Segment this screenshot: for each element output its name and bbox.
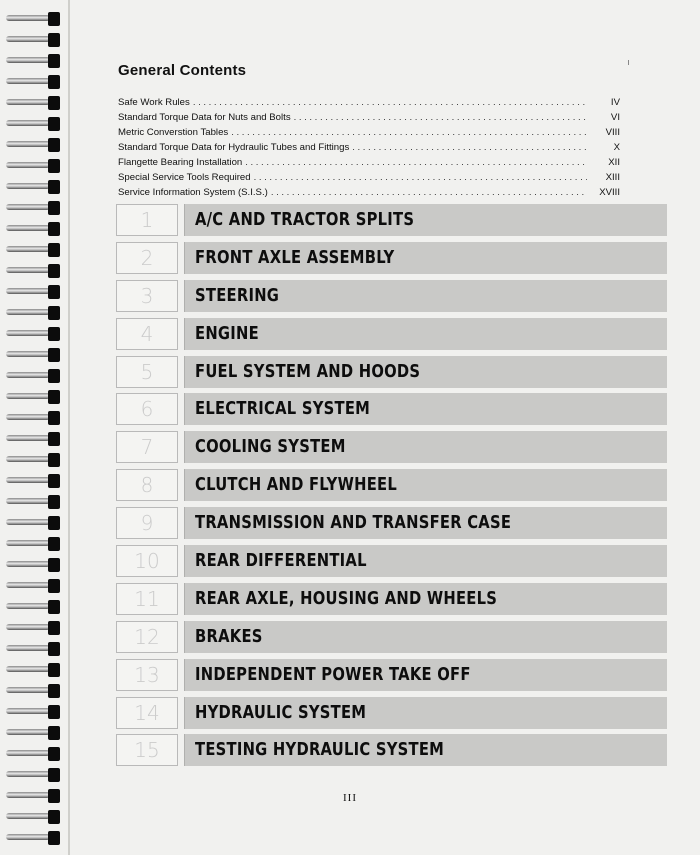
punch-hole (48, 579, 60, 593)
toc-label: Service Information System (S.I.S.) (118, 187, 268, 198)
binding-ring (6, 306, 70, 320)
section-bar (184, 393, 667, 425)
section-bar (184, 507, 667, 539)
section-number: 8 (116, 469, 178, 501)
binding-ring (6, 642, 70, 656)
binding-ring (6, 516, 70, 530)
toc-page: XII (608, 157, 620, 168)
toc-page: VI (610, 112, 620, 123)
binding-wire (6, 750, 50, 756)
toc-leader-dots (193, 95, 587, 110)
punch-hole (48, 348, 60, 362)
binding-ring (6, 684, 70, 698)
section-number: 13 (116, 659, 178, 691)
punch-hole (48, 222, 60, 236)
section-number: 10 (116, 545, 178, 577)
punch-hole (48, 642, 60, 656)
section-tab[interactable] (116, 659, 666, 691)
section-bar (184, 621, 667, 653)
punch-hole (48, 159, 60, 173)
binding-ring (6, 579, 70, 593)
binding-wire (6, 309, 50, 315)
punch-hole (48, 474, 60, 488)
punch-hole (48, 726, 60, 740)
punch-hole (48, 327, 60, 341)
section-bar (184, 583, 667, 615)
binding-wire (6, 624, 50, 630)
binding-ring (6, 600, 70, 614)
binding-ring (6, 285, 70, 299)
toc-page: X (613, 142, 620, 153)
binding-ring (6, 222, 70, 236)
section-bar (184, 469, 667, 501)
binding-ring (6, 747, 70, 761)
binding-wire (6, 414, 50, 420)
section-label: REAR AXLE, HOUSING AND WHEELS (195, 587, 498, 609)
section-label: TESTING HYDRAULIC SYSTEM (195, 739, 445, 761)
margin-mark (628, 60, 629, 65)
toc-label: Safe Work Rules (118, 97, 190, 108)
punch-hole (48, 621, 60, 635)
binding-wire (6, 57, 50, 63)
section-number: 9 (116, 507, 178, 539)
binding-ring (6, 159, 70, 173)
section-number: 12 (116, 621, 178, 653)
section-number: 5 (116, 356, 178, 388)
binding-ring (6, 54, 70, 68)
section-number: 1 (116, 204, 178, 236)
binding-ring (6, 369, 70, 383)
binding-ring (6, 831, 70, 845)
binding-ring (6, 537, 70, 551)
section-number: 6 (116, 393, 178, 425)
binding-wire (6, 708, 50, 714)
punch-hole (48, 600, 60, 614)
section-bar (184, 204, 667, 236)
binding-wire (6, 141, 50, 147)
toc-row[interactable] (118, 155, 620, 170)
section-tab[interactable] (116, 621, 666, 653)
section-tab[interactable] (116, 697, 666, 729)
punch-hole (48, 537, 60, 551)
binding-wire (6, 120, 50, 126)
punch-hole (48, 453, 60, 467)
binding-wire (6, 288, 50, 294)
binding-wire (6, 561, 50, 567)
toc-label: Metric Converstion Tables (118, 127, 229, 138)
binding-wire (6, 519, 50, 525)
binding-wire (6, 813, 50, 819)
toc-label: Standard Torque Data for Nuts and Bolts (118, 112, 291, 123)
section-number: 11 (116, 583, 178, 615)
section-tab[interactable] (116, 280, 666, 312)
punch-hole (48, 810, 60, 824)
section-label: INDEPENDENT POWER TAKE OFF (195, 663, 471, 685)
section-label: BRAKES (195, 625, 263, 647)
binding-wire (6, 267, 50, 273)
punch-hole (48, 768, 60, 782)
section-bar (184, 242, 667, 274)
binding-wire (6, 36, 50, 42)
section-tab[interactable] (116, 318, 666, 350)
section-label: FUEL SYSTEM AND HOODS (195, 360, 421, 382)
binding-wire (6, 435, 50, 441)
section-tab[interactable] (116, 734, 666, 766)
punch-hole (48, 432, 60, 446)
binding-ring (6, 705, 70, 719)
punch-hole (48, 138, 60, 152)
toc-page: VIII (605, 127, 620, 138)
binding-wire (6, 372, 50, 378)
toc-leader-dots (254, 170, 587, 185)
section-tab[interactable] (116, 242, 666, 274)
binding-ring (6, 768, 70, 782)
punch-hole (48, 306, 60, 320)
toc-page: IV (610, 97, 620, 108)
binding-wire (6, 498, 50, 504)
binding-ring (6, 663, 70, 677)
toc-page: XVIII (599, 187, 620, 198)
binding-ring (6, 726, 70, 740)
punch-hole (48, 264, 60, 278)
section-tab[interactable] (116, 204, 666, 236)
binding-wire (6, 540, 50, 546)
binding-ring (6, 75, 70, 89)
section-label: STEERING (195, 284, 280, 306)
punch-hole (48, 201, 60, 215)
page-edge (68, 0, 70, 855)
section-tab[interactable] (116, 356, 666, 388)
toc-leader-dots (271, 185, 587, 200)
binding-wire (6, 78, 50, 84)
section-tab[interactable] (116, 469, 666, 501)
punch-hole (48, 75, 60, 89)
section-label: FRONT AXLE ASSEMBLY (195, 246, 395, 268)
section-bar (184, 318, 667, 350)
punch-hole (48, 54, 60, 68)
section-number: 3 (116, 280, 178, 312)
binding-ring (6, 474, 70, 488)
binding-ring (6, 243, 70, 257)
section-number: 14 (116, 697, 178, 729)
binding-wire (6, 603, 50, 609)
section-label: REAR DIFFERENTIAL (195, 550, 367, 572)
punch-hole (48, 117, 60, 131)
binding-ring (6, 411, 70, 425)
punch-hole (48, 705, 60, 719)
section-tab[interactable] (116, 393, 666, 425)
binding-wire (6, 666, 50, 672)
punch-hole (48, 747, 60, 761)
binding-ring (6, 495, 70, 509)
section-bar (184, 734, 667, 766)
section-label: A/C AND TRACTOR SPLITS (195, 209, 415, 230)
general-contents-list (118, 95, 620, 200)
binding-wire (6, 183, 50, 189)
binding-wire (6, 645, 50, 651)
binding-ring (6, 96, 70, 110)
toc-leader-dots (245, 155, 587, 170)
binding-ring (6, 201, 70, 215)
spiral-binding (0, 0, 72, 855)
binding-wire (6, 204, 50, 210)
punch-hole (48, 495, 60, 509)
section-bar (184, 356, 667, 388)
binding-wire (6, 456, 50, 462)
binding-wire (6, 477, 50, 483)
section-number: 15 (116, 734, 178, 766)
toc-row[interactable] (118, 170, 620, 185)
section-bar (184, 280, 667, 312)
toc-row[interactable] (118, 110, 620, 125)
section-tab[interactable] (116, 545, 666, 577)
binding-ring (6, 453, 70, 467)
toc-row[interactable] (118, 125, 620, 140)
section-tab[interactable] (116, 431, 666, 463)
binding-wire (6, 687, 50, 693)
binding-ring (6, 621, 70, 635)
binding-wire (6, 834, 50, 840)
binding-ring (6, 558, 70, 572)
binding-ring (6, 33, 70, 47)
section-bar (184, 659, 667, 691)
toc-label: Special Service Tools Required (118, 172, 251, 183)
binding-wire (6, 162, 50, 168)
binding-wire (6, 393, 50, 399)
punch-hole (48, 243, 60, 257)
section-tab[interactable] (116, 507, 666, 539)
binding-ring (6, 348, 70, 362)
binding-ring (6, 327, 70, 341)
section-number: 2 (116, 242, 178, 274)
punch-hole (48, 390, 60, 404)
binding-ring (6, 432, 70, 446)
punch-hole (48, 684, 60, 698)
punch-hole (48, 411, 60, 425)
punch-hole (48, 831, 60, 845)
section-number: 4 (116, 318, 178, 350)
punch-hole (48, 516, 60, 530)
punch-hole (48, 369, 60, 383)
punch-hole (48, 558, 60, 572)
binding-ring (6, 12, 70, 26)
toc-leader-dots (294, 110, 587, 125)
toc-label: Standard Torque Data for Hydraulic Tubes and Fittings (118, 142, 350, 153)
binding-ring (6, 390, 70, 404)
page-title: General Contents (118, 62, 247, 79)
punch-hole (48, 96, 60, 110)
binding-ring (6, 180, 70, 194)
punch-hole (48, 285, 60, 299)
punch-hole (48, 33, 60, 47)
punch-hole (48, 180, 60, 194)
binding-ring (6, 138, 70, 152)
punch-hole (48, 12, 60, 26)
toc-row[interactable] (118, 95, 620, 110)
toc-row[interactable] (118, 140, 620, 155)
section-bar (184, 697, 667, 729)
section-tab[interactable] (116, 583, 666, 615)
binding-wire (6, 246, 50, 252)
section-label: CLUTCH AND FLYWHEEL (195, 474, 398, 496)
section-label: COOLING SYSTEM (195, 436, 346, 458)
binding-wire (6, 729, 50, 735)
binding-wire (6, 351, 50, 357)
section-label: ELECTRICAL SYSTEM (195, 398, 371, 420)
section-number: 7 (116, 431, 178, 463)
section-bar (184, 545, 667, 577)
binding-wire (6, 582, 50, 588)
binding-ring (6, 117, 70, 131)
binding-wire (6, 15, 50, 21)
section-bar (184, 431, 667, 463)
binding-ring (6, 264, 70, 278)
toc-label: Flangette Bearing Installation (118, 157, 243, 168)
section-label: HYDRAULIC SYSTEM (195, 701, 367, 723)
page-number: III (343, 792, 357, 804)
punch-hole (48, 663, 60, 677)
toc-row[interactable] (118, 185, 620, 200)
toc-leader-dots (352, 140, 587, 155)
binding-wire (6, 99, 50, 105)
binding-wire (6, 330, 50, 336)
binding-wire (6, 225, 50, 231)
binding-wire (6, 771, 50, 777)
binding-ring (6, 810, 70, 824)
section-label: ENGINE (195, 322, 259, 344)
toc-page: XIII (605, 172, 620, 183)
section-label: TRANSMISSION AND TRANSFER CASE (195, 512, 512, 534)
section-tabs (116, 204, 666, 772)
toc-leader-dots (231, 125, 587, 140)
